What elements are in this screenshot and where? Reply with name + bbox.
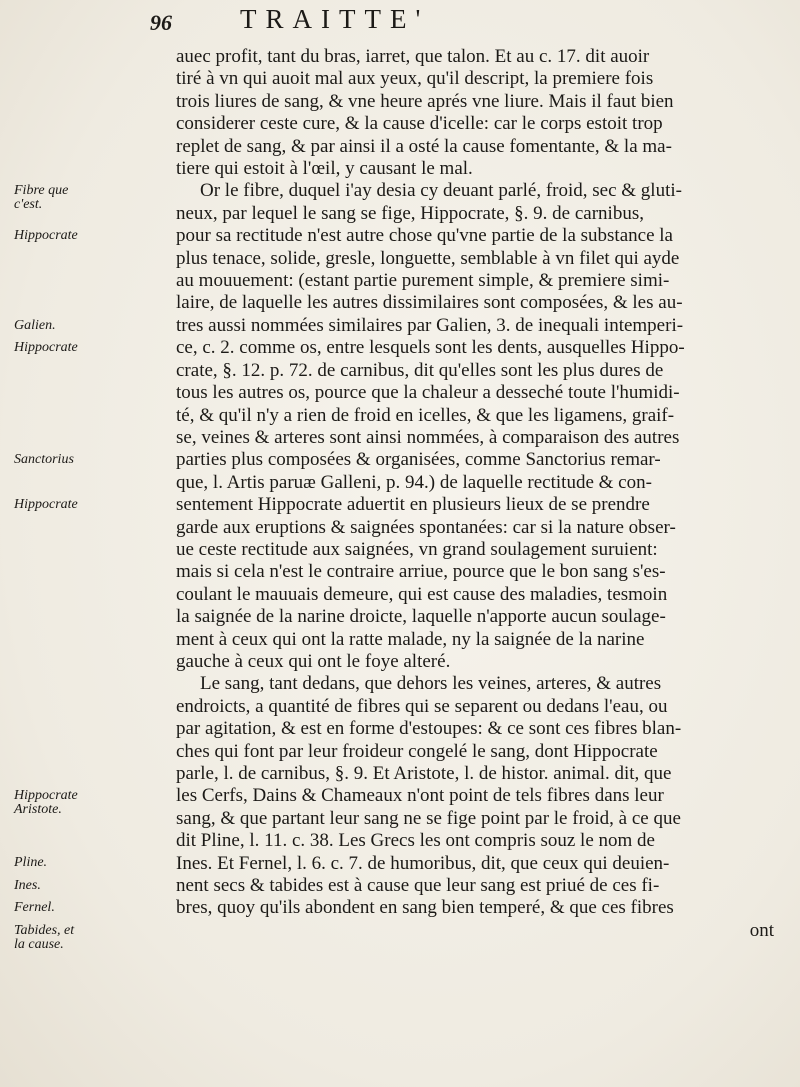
text-line: la saignée de la narine droicte, laquelle n'apporte aucun soulage-	[176, 606, 666, 628]
text-line: Or le fibre, duquel i'ay desia cy deuant parlé, froid, sec & gluti-	[200, 180, 682, 202]
text-line: crate, §. 12. p. 72. de carnibus, dit qu'elles sont les plus dures de	[176, 359, 664, 381]
margin-note-line: Tabides, et	[14, 922, 75, 938]
text-line: que, l. Artis paruæ Galleni, p. 94.) de laquelle rectitude & con-	[176, 471, 652, 493]
text-line: ce, c. 2. comme os, entre lesquels sont les dents, ausquelles Hippo-	[176, 337, 685, 359]
text-line: les Cerfs, Dains & Chameaux n'ont point de tels fibres dans leur	[176, 785, 664, 807]
margin-note-line: Aristote.	[14, 802, 62, 818]
text-line: tous les autres os, pource que la chaleur a desseché toute l'humidi-	[176, 382, 680, 404]
text-line: auec profit, tant du bras, iarret, que talon. Et au c. 17. dit auoir	[176, 46, 650, 67]
text-line: considerer ceste cure, & la cause d'icelle: car le corps estoit trop	[176, 113, 663, 135]
margin-note	[14, 229, 78, 243]
text-line: bres, quoy qu'ils abondent en sang bien temperé, & que ces fibres	[176, 897, 674, 919]
text-line: neux, par lequel le sang se fige, Hippocrate, §. 9. de carnibus,	[176, 202, 644, 224]
text-line: sentement Hippocrate aduertit en plusieurs lieux de se prendre	[176, 494, 650, 516]
margin-note-line: Hippocrate	[14, 788, 78, 804]
text-line: Le sang, tant dedans, que dehors les veines, arteres, & autres	[200, 673, 662, 695]
text-line: té, & qu'il n'y a rien de froid en icelles, & que les ligamens, graif-	[176, 404, 675, 426]
margin-note-line: Ines.	[14, 877, 41, 893]
text-line: nent secs & tabides est à cause que leur sang est priué de ces fi-	[176, 875, 660, 897]
text-line: par agitation, & est en forme d'estoupes: & ce sont ces fibres blan-	[176, 718, 682, 740]
margin-note	[14, 901, 55, 915]
text-line: replet de sang, & par ainsi il a osté la cause fomentante, & la ma-	[176, 135, 672, 157]
text-line: gauche à ceux qui ont le foye alteré.	[176, 650, 451, 672]
page-number: 96	[150, 10, 172, 35]
text-line: laire, de laquelle les autres dissimilaires sont composées, & les au-	[176, 292, 683, 314]
text-line: ches qui font par leur froideur congelé le sang, dont Hippocrate	[176, 740, 658, 762]
body-text	[176, 46, 782, 942]
margin-note-line: Hippocrate	[14, 228, 78, 244]
margin-note	[14, 184, 68, 212]
margin-note	[14, 789, 78, 817]
text-line: parle, l. de carnibus, §. 9. Et Aristote, l. de histor. animal. dit, que	[176, 763, 672, 784]
text-line: ue ceste rectitude aux saignées, vn grand soulagement suruient:	[176, 538, 658, 560]
text-line: plus tenace, solide, gresle, longuette, semblable à vn filet qui ayde	[176, 247, 680, 269]
margin-note	[14, 453, 74, 467]
text-line: mais si cela n'est le contraire arriue, pource que le bon sang s'es-	[176, 561, 666, 583]
margin-note-line: Fibre que	[14, 183, 69, 199]
text-line: Ines. Et Fernel, l. 6. c. 7. de humoribus, dit, que ceux qui deuien-	[176, 852, 670, 874]
margin-note-line: la cause.	[14, 936, 64, 952]
margin-note	[14, 319, 56, 333]
text-line: pour sa rectitude n'est autre chose qu'vne partie de la substance la	[176, 225, 673, 247]
margin-note-line: Hippocrate	[14, 497, 78, 512]
margin-note-line: Fernel.	[14, 900, 55, 916]
margin-note-line: Hippocrate	[14, 340, 78, 356]
margin-note	[14, 856, 47, 870]
text-line: garde aux eruptions & saignées spontanées: car si la nature obser-	[176, 516, 676, 538]
text-line: ont	[749, 919, 774, 941]
text-line: au mouuement: (estant partie purement simple, & premiere simi-	[176, 270, 670, 292]
text-line: tiere qui estoit à l'œil, y causant le mal.	[176, 158, 473, 180]
text-line: trois liures de sang, & vne heure aprés vne liure. Mais il faut bien	[176, 90, 674, 112]
text-line: endroicts, a quantité de fibres qui se separent ou dedans l'eau, ou	[176, 695, 668, 717]
margin-note	[14, 498, 78, 512]
text-line: tres aussi nommées similaires par Galien, 3. de inequali intemperi-	[176, 314, 684, 336]
running-title: TRAITTE'	[240, 4, 430, 34]
margin-note-line: Galien.	[14, 317, 56, 333]
margin-note	[14, 924, 74, 952]
text-line: sang, & que partant leur sang ne se fige point par le froid, à ce que	[176, 807, 681, 829]
text-line: parties plus composées & organisées, comme Sanctorius remar-	[176, 449, 661, 471]
margin-note-line: c'est.	[14, 197, 43, 213]
margin-note-line: Pline.	[14, 855, 48, 871]
margin-note	[14, 879, 41, 893]
text-line: dit Pline, l. 11. c. 38. Les Grecs les ont compris souz le nom de	[176, 830, 655, 852]
text-line: se, veines & arteres sont ainsi nommées, à comparaison des autres	[176, 426, 680, 448]
page-header	[150, 4, 750, 44]
text-line: tiré à vn qui auoit mal aux yeux, qu'il descript, la premiere fois	[176, 68, 654, 90]
text-line: coulant le mauuais demeure, qui est cause des maladies, tesmoin	[176, 583, 668, 605]
margin-note	[14, 341, 78, 355]
margin-note-line: Sanctorius	[14, 452, 74, 468]
text-line: ment à ceux qui ont la ratte malade, ny la saignée de la narine	[176, 628, 645, 650]
